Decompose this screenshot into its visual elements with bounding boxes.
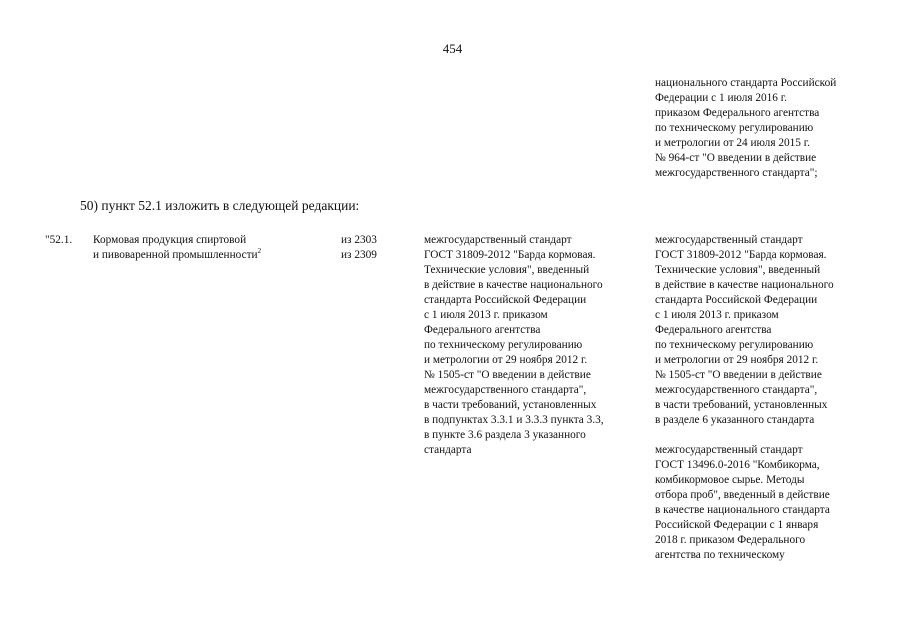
text-line: межгосударственный стандарт (655, 444, 803, 456)
code: из 2309 (341, 249, 377, 261)
amendment-instruction: 50) пункт 52.1 изложить в следующей редакции: (80, 198, 360, 213)
text-line: в подпунктах 3.3.1 и 3.3.3 пункта 3.3, (424, 414, 604, 426)
text-line: № 1505-ст "О введении в действие (424, 369, 591, 381)
text-line: 2018 г. приказом Федерального (655, 534, 806, 546)
text-line: агентства по техническому (655, 549, 785, 561)
footnote-marker: 2 (257, 247, 262, 255)
text-line: в качестве национального стандарта (655, 504, 830, 516)
text-line: Технические условия", введенный (424, 264, 590, 276)
text-line: Федерации с 1 июля 2016 г. (655, 92, 787, 104)
text-line: в части требований, установленных (655, 399, 828, 411)
page-number: 454 (442, 41, 463, 56)
text-line: межгосударственный стандарт (424, 234, 572, 246)
text-line: межгосударственного стандарта"; (655, 167, 818, 179)
text-line: по техническому регулированию (424, 339, 583, 351)
text-line: приказом Федерального агентства (655, 107, 820, 119)
text-line: стандарта Российской Федерации (655, 294, 818, 306)
text-line: в разделе 6 указанного стандарта (655, 414, 815, 426)
text-line: ГОСТ 31809-2012 "Барда кормовая. (424, 249, 596, 261)
text-line: отбора проб", введенный в действие (655, 489, 830, 501)
text-line: стандарта Российской Федерации (424, 294, 587, 306)
text-line: № 1505-ст "О введении в действие (655, 369, 822, 381)
prior-entry-tail (655, 76, 836, 181)
code: из 2303 (341, 234, 377, 246)
text-line: и метрологии от 24 июля 2015 г. (655, 137, 810, 149)
text-line: № 964-ст "О введении в действие (655, 152, 817, 164)
standards-column-4 (424, 233, 604, 458)
product-line-2-text: и пивоваренной промышленности (93, 249, 258, 261)
text-line: национального стандарта Российской (655, 77, 837, 89)
text-line: в части требований, установленных (424, 399, 597, 411)
text-line: Федерального агентства (655, 324, 772, 336)
text-line: Федерального агентства (424, 324, 541, 336)
text-line: и метрологии от 29 ноября 2012 г. (424, 354, 588, 366)
text-line: по техническому регулированию (655, 122, 814, 134)
product-name (93, 233, 261, 263)
text-line: стандарта (424, 444, 472, 456)
standards-column-5 (655, 233, 834, 563)
text-line: Технические условия", введенный (655, 264, 821, 276)
text-line: и метрологии от 29 ноября 2012 г. (655, 354, 819, 366)
text-line: по техническому регулированию (655, 339, 814, 351)
text-line: ГОСТ 13496.0-2016 "Комбикорма, (655, 459, 820, 471)
text-line: в действие в качестве национального (655, 279, 834, 291)
text-line: с 1 июля 2013 г. приказом (424, 309, 548, 321)
text-line: межгосударственный стандарт (655, 234, 803, 246)
text-line: в действие в качестве национального (424, 279, 603, 291)
product-line-2 (93, 248, 261, 263)
product-line-1: Кормовая продукция спиртовой (93, 234, 247, 246)
text-line: с 1 июля 2013 г. приказом (655, 309, 779, 321)
text-line: межгосударственного стандарта", (424, 384, 587, 396)
row-number (45, 233, 72, 248)
text-line: межгосударственного стандарта", (655, 384, 818, 396)
row-number-text: "52.1. (45, 234, 73, 246)
text-line: ГОСТ 31809-2012 "Барда кормовая. (655, 249, 827, 261)
tn-ved-codes (341, 233, 377, 263)
text-line: Российской Федерации с 1 января (655, 519, 819, 531)
spacer (655, 428, 834, 443)
text-line: в пункте 3.6 раздела 3 указанного (424, 429, 586, 441)
text-line: комбикормовое сырье. Методы (655, 474, 805, 486)
